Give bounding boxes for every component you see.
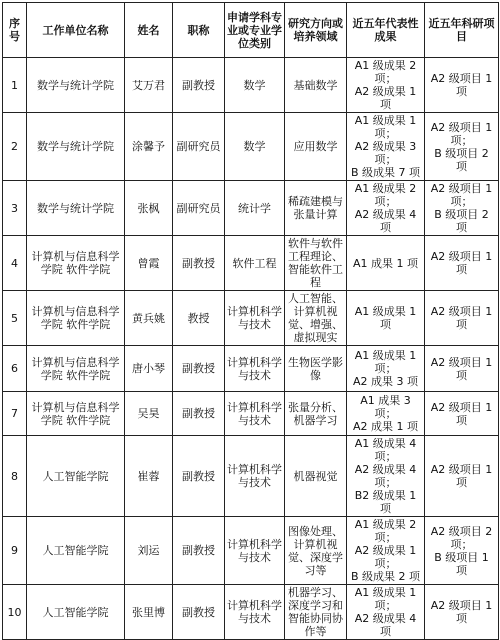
cell-projects (425, 585, 499, 640)
cell-results (347, 436, 425, 517)
faculty-table (2, 2, 499, 640)
cell-unit: 人工智能学院 (27, 436, 125, 517)
cell-projects-line: A2 级项目 1 项 (430, 400, 493, 427)
cell-results-line: A1 成果 3 项； (360, 394, 411, 420)
cell-results-line: A1 级成果 1 项 (354, 305, 417, 331)
cell-results-line: B 级成果 2 项 (350, 570, 421, 583)
cell-title: 副教授 (173, 58, 225, 113)
header-title: 职称 (173, 3, 225, 58)
cell-unit: 数学与统计学院 (27, 58, 125, 113)
cell-projects-line: A2 级项目 1 项 (430, 305, 493, 331)
header-row (3, 3, 499, 58)
cell-projects-line: A2 级项目 1 项； (430, 182, 493, 208)
cell-results-line: A1 级成果 2 项； (354, 518, 417, 544)
cell-results (347, 291, 425, 346)
cell-unit: 计算机与信息科学学院 软件学院 (27, 291, 125, 346)
header-results: 近五年代表性成果 (347, 3, 425, 58)
cell-name: 唐小琴 (125, 346, 173, 392)
cell-name: 崔蓉 (125, 436, 173, 517)
cell-title: 副教授 (173, 392, 225, 436)
cell-projects-line: A2 级项目 1 项 (430, 355, 493, 382)
cell-results (347, 585, 425, 640)
cell-name: 张枫 (125, 181, 173, 236)
header-projects: 近五年科研项目 (425, 3, 499, 58)
cell-direction: 机器学习、深度学习和智能协同协作等 (285, 585, 347, 640)
cell-results-line: A2 级成果 4 项 (354, 612, 417, 638)
header-unit: 工作单位名称 (27, 3, 125, 58)
cell-results (347, 392, 425, 436)
cell-no: 2 (3, 113, 27, 181)
cell-results-line: A2 级成果 4 项； (354, 463, 417, 489)
cell-projects (425, 58, 499, 113)
cell-unit: 人工智能学院 (27, 585, 125, 640)
cell-results-line: A1 级成果 2 项； (354, 59, 417, 85)
cell-results-line: A2 级成果 1 项； (354, 544, 417, 570)
cell-unit: 计算机与信息科学学院 软件学院 (27, 346, 125, 392)
cell-direction: 人工智能、计算机视觉、增强、虚拟现实 (285, 291, 347, 346)
cell-direction: 稀疏建模与张量计算 (285, 181, 347, 236)
cell-projects-line: A2 级项目 1 项 (430, 72, 493, 98)
cell-direction: 张量分析、机器学习 (285, 392, 347, 436)
cell-subject: 统计学 (225, 181, 285, 236)
cell-results (347, 113, 425, 181)
cell-subject: 数学 (225, 113, 285, 181)
cell-subject: 计算机科学与技术 (225, 346, 285, 392)
cell-results-line: A2 级成果 4 项 (354, 208, 417, 234)
cell-direction: 生物医学影像 (285, 346, 347, 392)
cell-name: 吴昊 (125, 392, 173, 436)
cell-projects-line: A2 级项目 1 项； (430, 120, 493, 147)
cell-name: 张里博 (125, 585, 173, 640)
cell-projects (425, 291, 499, 346)
cell-projects-line: A2 级项目 1 项 (430, 463, 493, 489)
cell-subject: 计算机科学与技术 (225, 291, 285, 346)
cell-projects-line: B 级项目 1 项 (434, 550, 489, 577)
cell-results-line: A1 成果 1 项 (352, 256, 418, 270)
cell-no: 5 (3, 291, 27, 346)
cell-title: 副教授 (173, 346, 225, 392)
cell-name: 艾万君 (125, 58, 173, 113)
cell-title: 副研究员 (173, 181, 225, 236)
cell-title: 教授 (173, 291, 225, 346)
cell-subject: 计算机科学与技术 (225, 585, 285, 640)
cell-results (347, 346, 425, 392)
cell-projects-line: A2 级项目 1 项 (430, 599, 493, 625)
cell-subject: 软件工程 (225, 236, 285, 291)
cell-direction: 基础数学 (285, 58, 347, 113)
table-row (3, 585, 499, 640)
cell-results (347, 517, 425, 585)
cell-direction: 软件与软件工程理论、智能软件工程 (285, 236, 347, 291)
cell-unit: 人工智能学院 (27, 517, 125, 585)
cell-no: 9 (3, 517, 27, 585)
cell-direction: 图像处理、计算机视觉、深度学习等 (285, 517, 347, 585)
cell-name: 涂馨予 (125, 113, 173, 181)
header-direction: 研究方向或培养领域 (285, 3, 347, 58)
cell-title: 副教授 (173, 236, 225, 291)
cell-results (347, 58, 425, 113)
cell-no: 6 (3, 346, 27, 392)
cell-projects-line: B 级项目 2 项 (434, 146, 489, 173)
cell-unit: 计算机与信息科学学院 软件学院 (27, 236, 125, 291)
cell-results-line: A2 成果 3 项 (352, 375, 418, 388)
cell-results-line: A1 级成果 1 项； (354, 114, 417, 140)
table-row (3, 291, 499, 346)
cell-results-line: A1 级成果 2 项； (354, 182, 417, 208)
cell-title: 副研究员 (173, 113, 225, 181)
cell-projects (425, 436, 499, 517)
cell-results-line: A2 成果 1 项 (352, 420, 418, 433)
cell-projects-line: A2 级项目 1 项 (430, 250, 493, 276)
table-row (3, 113, 499, 181)
cell-projects-line: B 级项目 2 项 (434, 208, 489, 234)
cell-results-line: A1 级成果 1 项； (354, 349, 417, 375)
cell-results-line: A1 级成果 1 项； (354, 586, 417, 612)
cell-no: 7 (3, 392, 27, 436)
cell-name: 黄兵姚 (125, 291, 173, 346)
header-name: 姓名 (125, 3, 173, 58)
cell-name: 曾霞 (125, 236, 173, 291)
cell-projects-line: A2 级项目 2 项； (430, 524, 493, 551)
table-row (3, 436, 499, 517)
cell-no: 4 (3, 236, 27, 291)
cell-subject: 计算机科学与技术 (225, 436, 285, 517)
cell-subject: 计算机科学与技术 (225, 392, 285, 436)
cell-title: 副教授 (173, 517, 225, 585)
cell-projects (425, 113, 499, 181)
cell-results-line: A2 级成果 3 项； (354, 140, 417, 166)
cell-no: 3 (3, 181, 27, 236)
cell-no: 10 (3, 585, 27, 640)
header-no: 序号 (3, 3, 27, 58)
cell-projects (425, 517, 499, 585)
cell-title: 副教授 (173, 436, 225, 517)
cell-results (347, 181, 425, 236)
cell-direction: 机器视觉 (285, 436, 347, 517)
cell-projects (425, 392, 499, 436)
table-row (3, 346, 499, 392)
cell-unit: 计算机与信息科学学院 软件学院 (27, 392, 125, 436)
cell-results-line: B2 级成果 1 项 (354, 489, 417, 515)
cell-subject: 计算机科学与技术 (225, 517, 285, 585)
cell-results-line: A1 级成果 4 项； (354, 437, 417, 463)
cell-results-line: B 级成果 7 项 (350, 166, 421, 179)
table-row (3, 236, 499, 291)
header-subject: 申请学科专业或专业学位类别 (225, 3, 285, 58)
table-row (3, 58, 499, 113)
cell-title: 副教授 (173, 585, 225, 640)
cell-name: 刘运 (125, 517, 173, 585)
cell-projects (425, 236, 499, 291)
cell-subject: 数学 (225, 58, 285, 113)
cell-unit: 数学与统计学院 (27, 113, 125, 181)
cell-direction: 应用数学 (285, 113, 347, 181)
cell-results (347, 236, 425, 291)
table-row (3, 181, 499, 236)
cell-results-line: A2 级成果 1 项 (354, 85, 417, 111)
cell-no: 1 (3, 58, 27, 113)
cell-no: 8 (3, 436, 27, 517)
table-row (3, 392, 499, 436)
cell-projects (425, 181, 499, 236)
cell-projects (425, 346, 499, 392)
table-row (3, 517, 499, 585)
cell-unit: 数学与统计学院 (27, 181, 125, 236)
